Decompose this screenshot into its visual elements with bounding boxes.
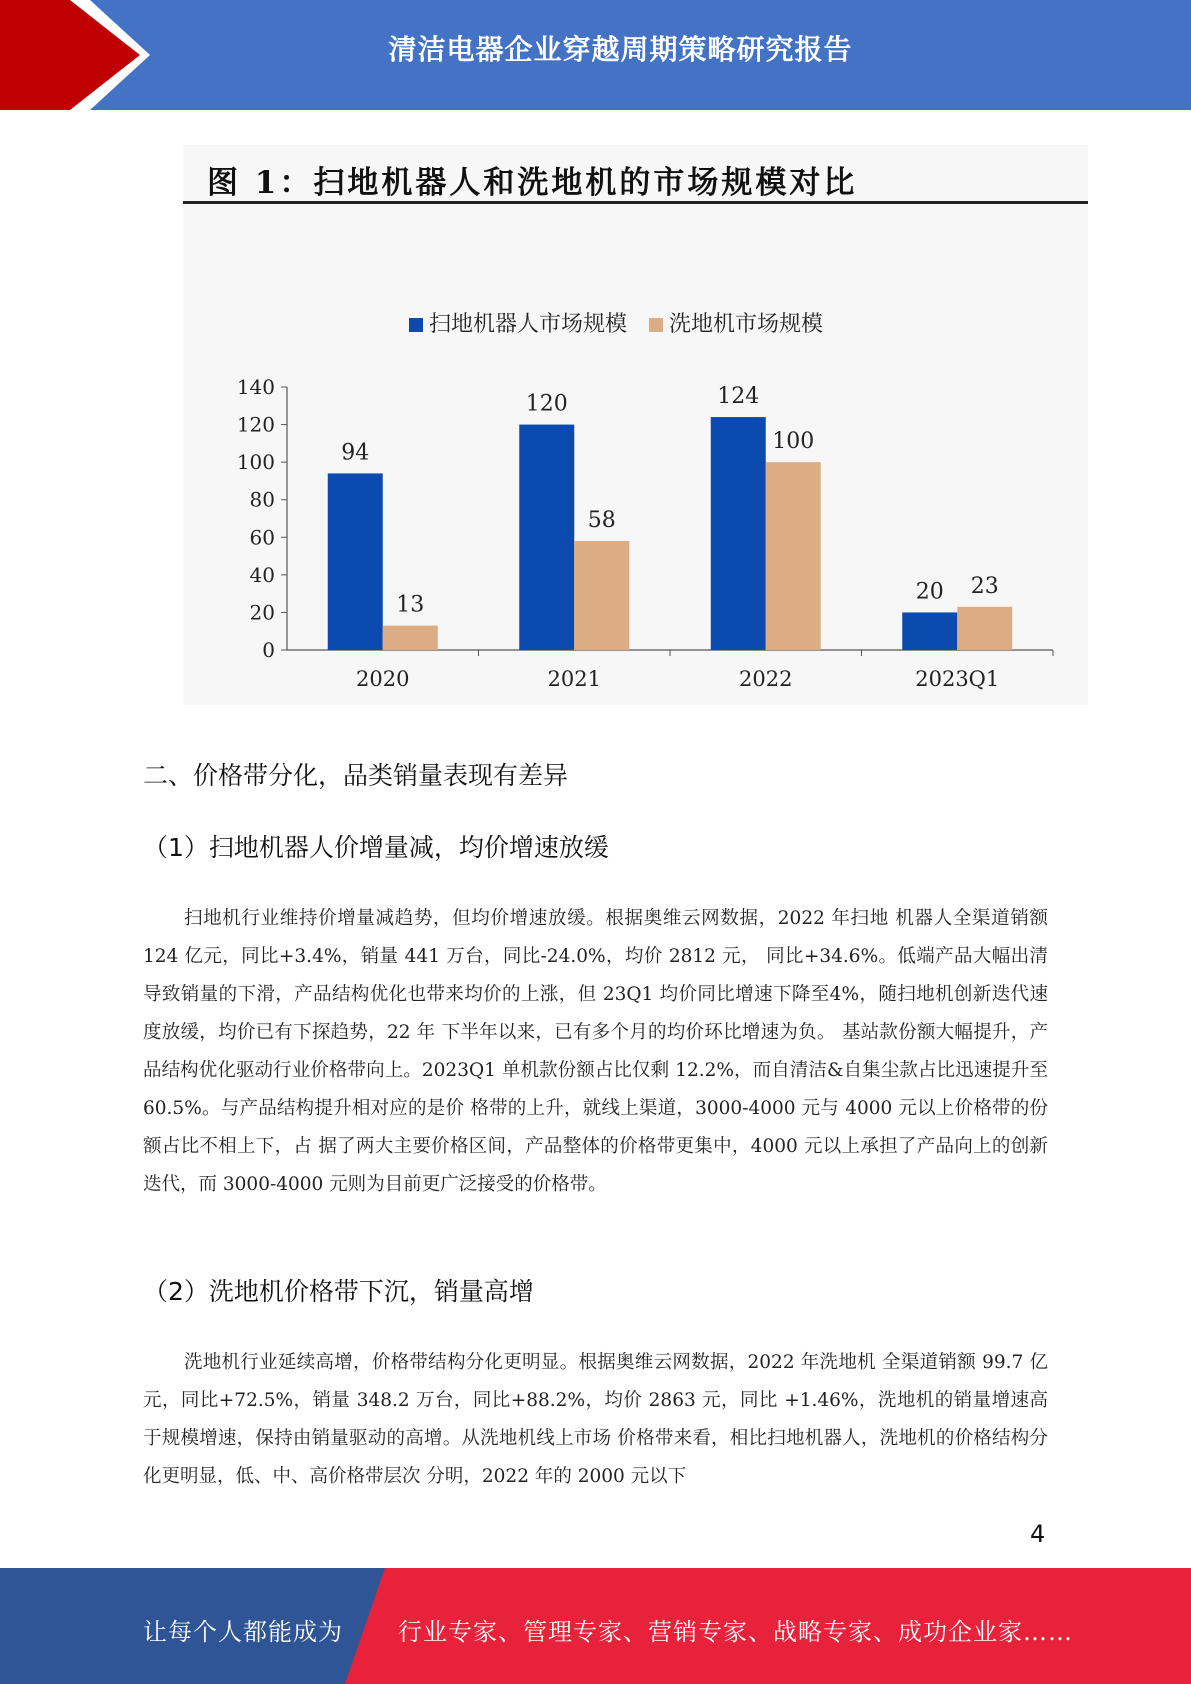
section-heading: 二、价格带分化，品类销量表现有差异	[143, 761, 569, 790]
footer-slogan-left: 让每个人都能成为	[143, 1618, 343, 1646]
bar-scrubber	[766, 462, 821, 650]
x-category-label: 2023Q1	[915, 667, 1000, 691]
footer-slogan-right: 行业专家、管理专家、营销专家、战略专家、成功企业家……	[398, 1618, 1073, 1646]
paragraph-text: 格区间，产品整体的价格带更集中，4000 元以上承担了产品向上的创新迭代，而 3000-4000 元则	[143, 1136, 1049, 1195]
page-number: 4	[1030, 1520, 1046, 1548]
bar-value-label: 120	[525, 391, 568, 417]
x-category-label: 2020	[356, 667, 410, 691]
y-tick-label: 40	[249, 562, 275, 587]
y-tick-label: 120	[236, 412, 275, 437]
paragraph-text: 机器人，洗地机的价格结构分化更明显，低、中、高价格带层次 分明，2022 年的 2000 元以下	[143, 1428, 1048, 1487]
bar-robot	[711, 417, 766, 650]
bar-value-label: 13	[396, 592, 425, 618]
figure-title-rule	[183, 201, 1088, 204]
bar-value-label: 100	[772, 429, 815, 455]
market-size-bar-chart	[183, 205, 1088, 705]
page-footer	[0, 1568, 1191, 1684]
figure-title: 图 1：扫地机器人和洗地机的市场规模对比	[207, 165, 858, 201]
bar-value-label: 58	[587, 508, 616, 534]
bar-robot	[328, 473, 383, 650]
paragraph-text: 增速为负。 基站款份额大幅提升，产品结构优化驱动行业价格带向上。2023Q1 单机款份额占比	[143, 1022, 1048, 1081]
subsection-1-heading: （1）扫地机器人价增量减，均价增速放缓	[143, 833, 609, 862]
paragraph-text: 扫地机行业维持价增量减趋势，但均价增速放缓。根据奥维云网数据，2022 年扫地 机器人全	[184, 908, 973, 929]
page-header	[0, 0, 1191, 110]
paragraph-text: 机的销量增速高于规模增速，保持由销量驱动的高增。从洗地机线上市场 价格带来看，相比扫地	[143, 1390, 1048, 1449]
paragraph-text: 仅剩 12.2%，而自清洁&自集尘款占比迅速提升至 60.5%。与产品结构提升相对应的是价 格带的上	[143, 1060, 1048, 1119]
bar-scrubber	[957, 607, 1012, 650]
y-tick-label: 100	[236, 450, 275, 475]
paragraph-text: 洗地机行业延续高增，价格带结构分化更明显。根据奥维云网数据，2022 年洗地机 全渠道销	[184, 1352, 958, 1373]
bar-robot	[519, 425, 574, 650]
paragraph-text: 额 99.7 亿元，同比+72.5%，销量 348.2 万台，同比+88.2%，均价 2863 元，同比 +1.46%，洗地	[143, 1352, 1048, 1411]
paragraph-text: 为目前更广泛接受的价格带。	[366, 1174, 607, 1195]
paragraph-text: 升，就线上渠道，3000-4000 元与 4000 元以上价格带的份额占比不相上下，占 据了两大主要价	[143, 1098, 1049, 1157]
y-tick-label: 140	[236, 375, 275, 399]
x-category-label: 2022	[739, 667, 793, 691]
bar-value-label: 94	[341, 440, 370, 466]
y-tick-label: 0	[262, 638, 275, 662]
subsection-2-heading: （2）洗地机价格带下沉，销量高增	[143, 1277, 534, 1306]
bar-robot	[902, 612, 957, 650]
subsection-2-paragraph	[143, 1344, 1048, 1496]
legend-label: 洗地机市场规模	[669, 312, 824, 337]
y-tick-label: 60	[249, 525, 275, 550]
x-category-label: 2021	[547, 667, 601, 691]
figure-1	[183, 145, 1088, 705]
report-title: 清洁电器企业穿越周期策略研究报告	[388, 33, 853, 66]
bar-scrubber	[383, 626, 438, 650]
paragraph-text: 端产品大幅出清导致销量的下滑，产品结构优化也带来均价的上涨，但 23Q1 均价同比增速下降至	[143, 946, 1048, 1005]
bar-value-label: 124	[717, 384, 760, 410]
y-tick-label: 80	[249, 487, 275, 512]
legend-label: 扫地机器人市场规模	[429, 312, 628, 337]
legend-swatch	[409, 318, 423, 332]
bar-scrubber	[574, 541, 629, 650]
bar-value-label: 20	[915, 579, 944, 605]
paragraph-text: 渠道销额 124 亿元，同比+3.4%，销量 441 万台，同比-24.0%，均价 2812 元， 同比+34.6%。低	[143, 908, 1048, 967]
subsection-1-paragraph	[143, 900, 1048, 1204]
legend-swatch	[649, 318, 663, 332]
paragraph-text: 4%，随扫地机创新迭代速度放缓，均价已有下探趋势，22 年 下半年以来，已有多个月的均价环比	[143, 984, 1048, 1043]
bar-value-label: 23	[970, 573, 999, 599]
y-tick-label: 20	[249, 600, 275, 625]
